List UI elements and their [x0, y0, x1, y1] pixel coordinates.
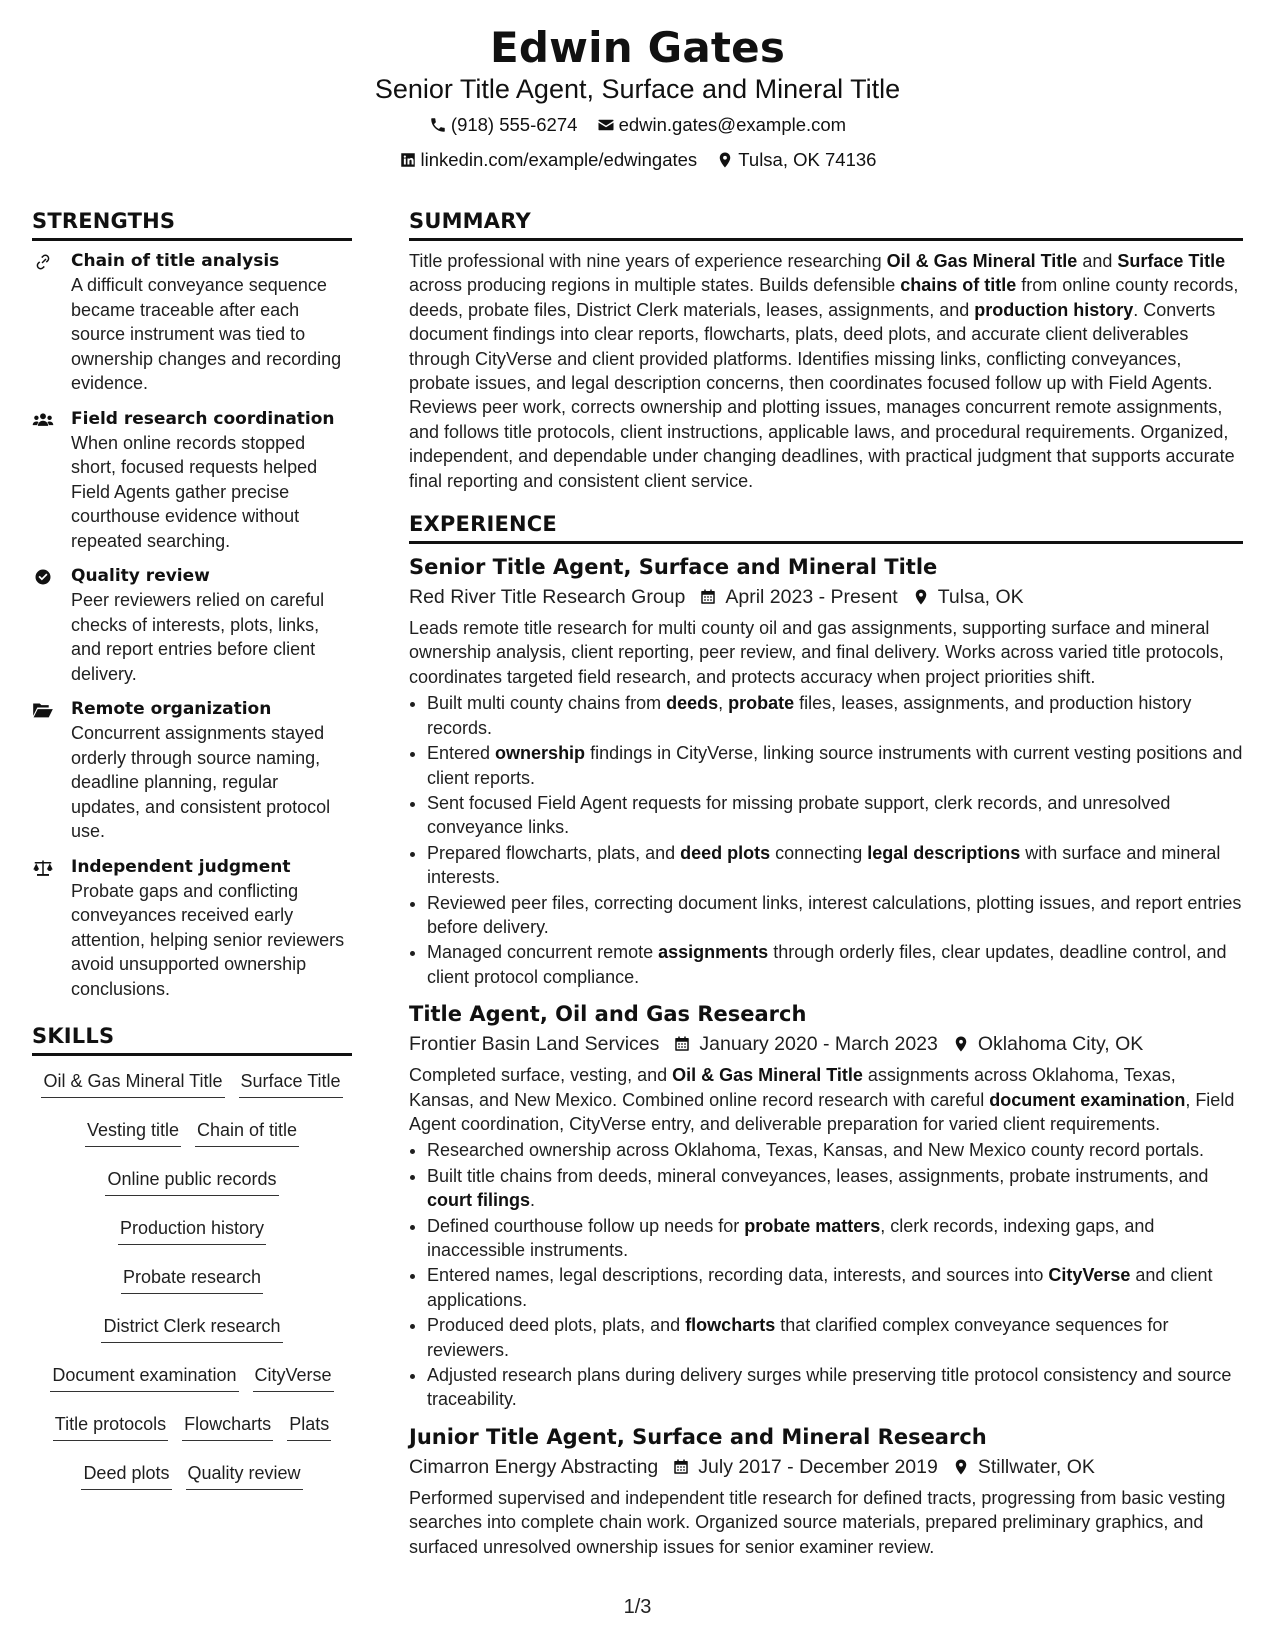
- job-location-text: Tulsa, OK: [937, 586, 1024, 609]
- skill-tag: Online public records: [105, 1166, 278, 1196]
- experience-list: [409, 552, 1243, 1559]
- location-pin-icon: [912, 588, 930, 606]
- check-circle-icon: [32, 568, 54, 586]
- link-icon: [32, 253, 54, 271]
- location-text: Tulsa, OK 74136: [738, 149, 877, 170]
- strength-item: [32, 697, 352, 844]
- bullet-item: • Defined courthouse follow up needs for probate matters, clerk records, indexing gaps, and inaccessible instruments.: [427, 1214, 1243, 1263]
- linkedin-icon: [399, 151, 417, 169]
- job-title: Title Agent, Oil and Gas Research: [409, 1002, 807, 1027]
- calendar-icon: [699, 588, 717, 606]
- calendar-icon: [673, 1035, 691, 1053]
- summary-text: Title professional with nine years of experience researching Oil & Gas Mineral Title and Surface Title across producing regions in multiple states. Builds defensible chains of title from online county records, deeds, probate files, District Clerk materials, leases, assignments, and production history. Converts document findings into clear reports, flowcharts, plats, deed plots, and accurate client deliverables through CityVerse and client provided platforms. Identifies missing links, conflicting conveyances, probate issues, and legal description concerns, then coordinates focused follow up with Field Agents. Reviews peer work, corrects ownership and plotting issues, manages concurrent remote assignments, and follows title protocols, client instructions, applicable laws, and procedural requirements. Organized, independent, and dependable under changing deadlines, with practical judgment that supports accurate final reporting and consistent client service.: [409, 251, 1239, 491]
- date-range: April 2023 - Present: [725, 586, 898, 609]
- strength-title: Remote organization: [71, 699, 272, 719]
- job-dates: [672, 1452, 938, 1482]
- job-entry: [409, 552, 1243, 989]
- skill-tag: Document examination: [50, 1362, 238, 1392]
- skill-row: [32, 1362, 352, 1392]
- scale-icon: [32, 859, 54, 877]
- bullet-item: • Built title chains from deeds, mineral conveyances, leases, assignments, probate instruments, and court filings.: [427, 1164, 1243, 1213]
- phone-icon: [429, 116, 447, 134]
- skill-row: [32, 1117, 352, 1147]
- company-name: Cimarron Energy Abstracting: [409, 1455, 659, 1478]
- contact-location: [716, 145, 876, 175]
- date-range: January 2020 - March 2023: [699, 1033, 938, 1056]
- skill-tag: Deed plots: [81, 1460, 171, 1490]
- skill-tag: District Clerk research: [101, 1313, 282, 1343]
- skill-tag: Vesting title: [85, 1117, 181, 1147]
- contact-linkedin[interactable]: [399, 145, 698, 175]
- job-location-text: Oklahoma City, OK: [977, 1033, 1144, 1056]
- job-entry: [409, 999, 1243, 1412]
- page-number: 1/3: [623, 1596, 652, 1618]
- job-entry: [409, 1422, 1243, 1559]
- job-location: [912, 582, 1024, 612]
- company-name: Frontier Basin Land Services: [409, 1033, 660, 1056]
- strength-item: [32, 249, 352, 396]
- right-column: [409, 204, 1243, 1569]
- skill-tag: Chain of title: [195, 1117, 299, 1147]
- skill-row: [32, 1215, 352, 1245]
- strength-title: Field research coordination: [71, 408, 335, 429]
- location-pin-icon: [716, 151, 734, 169]
- contact-email[interactable]: [597, 110, 847, 140]
- strengths-heading: STRENGTHS: [32, 204, 352, 241]
- skills-list: [32, 1068, 352, 1490]
- calendar-icon: [672, 1458, 690, 1476]
- candidate-headline: Senior Title Agent, Surface and Mineral Title: [374, 74, 901, 104]
- skill-tag: Surface Title: [239, 1068, 343, 1098]
- users-icon: [32, 411, 54, 429]
- email-text: edwin.gates@example.com: [618, 114, 847, 135]
- job-bullets: [409, 1138, 1243, 1411]
- job-description: Leads remote title research for multi county oil and gas assignments, supporting surface and mineral ownership analysis, client reporting, peer review, and final delivery. Works across varied title protocols, coordinates targeted field research, and protects accuracy when project priorities shift.: [409, 618, 1224, 687]
- contact-row-1: [0, 110, 1275, 143]
- bullet-item: • Managed concurrent remote assignments through orderly files, clear updates, deadline control, and client protocol compliance.: [427, 940, 1243, 989]
- job-dates: [673, 1029, 937, 1059]
- job-meta: [409, 1452, 1243, 1482]
- skill-row: [32, 1068, 352, 1098]
- summary-heading: SUMMARY: [409, 204, 1243, 241]
- skill-tag: Plats: [287, 1411, 331, 1441]
- job-description: Completed surface, vesting, and Oil & Gas Mineral Title assignments across Oklahoma, Texas, Kansas, and New Mexico. Combined online record research with careful document examination, Field Agent coordination, CityVerse entry, and deliverable preparation for varied client requirements.: [409, 1065, 1235, 1134]
- job-company: [409, 582, 685, 612]
- company-name: Red River Title Research Group: [409, 586, 686, 609]
- job-meta: [409, 582, 1243, 612]
- strength-title: Independent judgment: [71, 856, 291, 877]
- contact-phone[interactable]: [429, 110, 578, 140]
- candidate-name: Edwin Gates: [489, 23, 786, 72]
- strength-item: [32, 564, 352, 686]
- skill-row: [32, 1411, 352, 1441]
- skill-row: [32, 1460, 352, 1490]
- bullet-item: • Entered ownership findings in CityVerse, linking source instruments with current vesting positions and client reports.: [427, 741, 1243, 790]
- envelope-icon: [597, 116, 615, 134]
- skill-tag: Quality review: [186, 1460, 303, 1490]
- linkedin-text: linkedin.com/example/edwingates: [420, 149, 698, 170]
- bullet-item: • Produced deed plots, plats, and flowcharts that clarified complex conveyance sequences for reviewers.: [427, 1313, 1243, 1362]
- strength-item: [32, 855, 352, 1002]
- phone-text: (918) 555-6274: [450, 114, 578, 135]
- strength-desc: Probate gaps and conflicting conveyances received early attention, helping senior reviewers avoid unsupported ownership conclusions.: [71, 880, 345, 999]
- skill-tag: Probate research: [121, 1264, 263, 1294]
- folder-open-icon: [32, 701, 54, 719]
- strength-title: Quality review: [71, 566, 210, 586]
- skill-row: [32, 1313, 352, 1343]
- job-dates: [699, 582, 897, 612]
- location-pin-icon: [952, 1035, 970, 1053]
- skill-tag: Oil & Gas Mineral Title: [41, 1068, 224, 1098]
- strength-item: [32, 407, 352, 554]
- bullet-item: • Adjusted research plans during delivery surges while preserving title protocol consistency and source traceability.: [427, 1363, 1243, 1412]
- bullet-item: • Built multi county chains from deeds, probate files, leases, assignments, and production history records.: [427, 691, 1243, 740]
- job-title: Junior Title Agent, Surface and Mineral Research: [409, 1424, 987, 1449]
- experience-heading: EXPERIENCE: [409, 507, 1243, 544]
- job-location: [952, 1452, 1095, 1482]
- strength-desc: Peer reviewers relied on careful checks of interests, plots, links, and report entries before client delivery.: [71, 590, 325, 684]
- skills-heading: SKILLS: [32, 1019, 352, 1056]
- job-meta: [409, 1029, 1243, 1059]
- strength-desc: When online records stopped short, focused requests helped Field Agents gather precise courthouse evidence without repeated searching.: [71, 432, 318, 551]
- job-company: [409, 1452, 658, 1482]
- skill-tag: Flowcharts: [182, 1411, 273, 1441]
- bullet-item: • Prepared flowcharts, plats, and deed plots connecting legal descriptions with surface and mineral interests.: [427, 841, 1243, 890]
- bullet-item: • Entered names, legal descriptions, recording data, interests, and sources into CityVerse and client applications.: [427, 1263, 1243, 1312]
- skill-tag: CityVerse: [253, 1362, 334, 1392]
- job-company: [409, 1029, 659, 1059]
- strength-title: Chain of title analysis: [71, 251, 280, 271]
- strength-desc: Concurrent assignments stayed orderly through source naming, deadline planning, regular updates, and consistent protocol use.: [71, 723, 331, 841]
- left-column: [32, 204, 352, 1509]
- skill-tag: Title protocols: [53, 1411, 168, 1441]
- job-description: Performed supervised and independent title research for defined tracts, progressing from basic vesting searches into complete chain work. Organized source materials, prepared preliminary graphics, and surfaced unresolved ownership issues for senior examiner review.: [409, 1487, 1226, 1557]
- job-title: Senior Title Agent, Surface and Mineral Title: [409, 555, 938, 580]
- skill-row: [32, 1166, 352, 1196]
- skill-tag: Production history: [118, 1215, 266, 1245]
- bullet-item: • Reviewed peer files, correcting document links, interest calculations, plotting issues, and report entries before delivery.: [427, 891, 1243, 940]
- location-pin-icon: [952, 1458, 970, 1476]
- skill-row: [32, 1264, 352, 1294]
- job-location-text: Stillwater, OK: [977, 1455, 1095, 1478]
- contact-row-2: [0, 145, 1275, 178]
- job-location: [952, 1029, 1143, 1059]
- resume-header: [0, 22, 1275, 178]
- bullet-item: • Sent focused Field Agent requests for missing probate support, clerk records, and unresolved conveyance links.: [427, 791, 1243, 840]
- strength-desc: A difficult conveyance sequence became traceable after each source instrument was tied to ownership changes and recording evidence.: [71, 275, 342, 393]
- job-bullets: [409, 691, 1243, 989]
- date-range: July 2017 - December 2019: [698, 1455, 938, 1478]
- bullet-item: • Researched ownership across Oklahoma, Texas, Kansas, and New Mexico county record portals.: [427, 1138, 1243, 1162]
